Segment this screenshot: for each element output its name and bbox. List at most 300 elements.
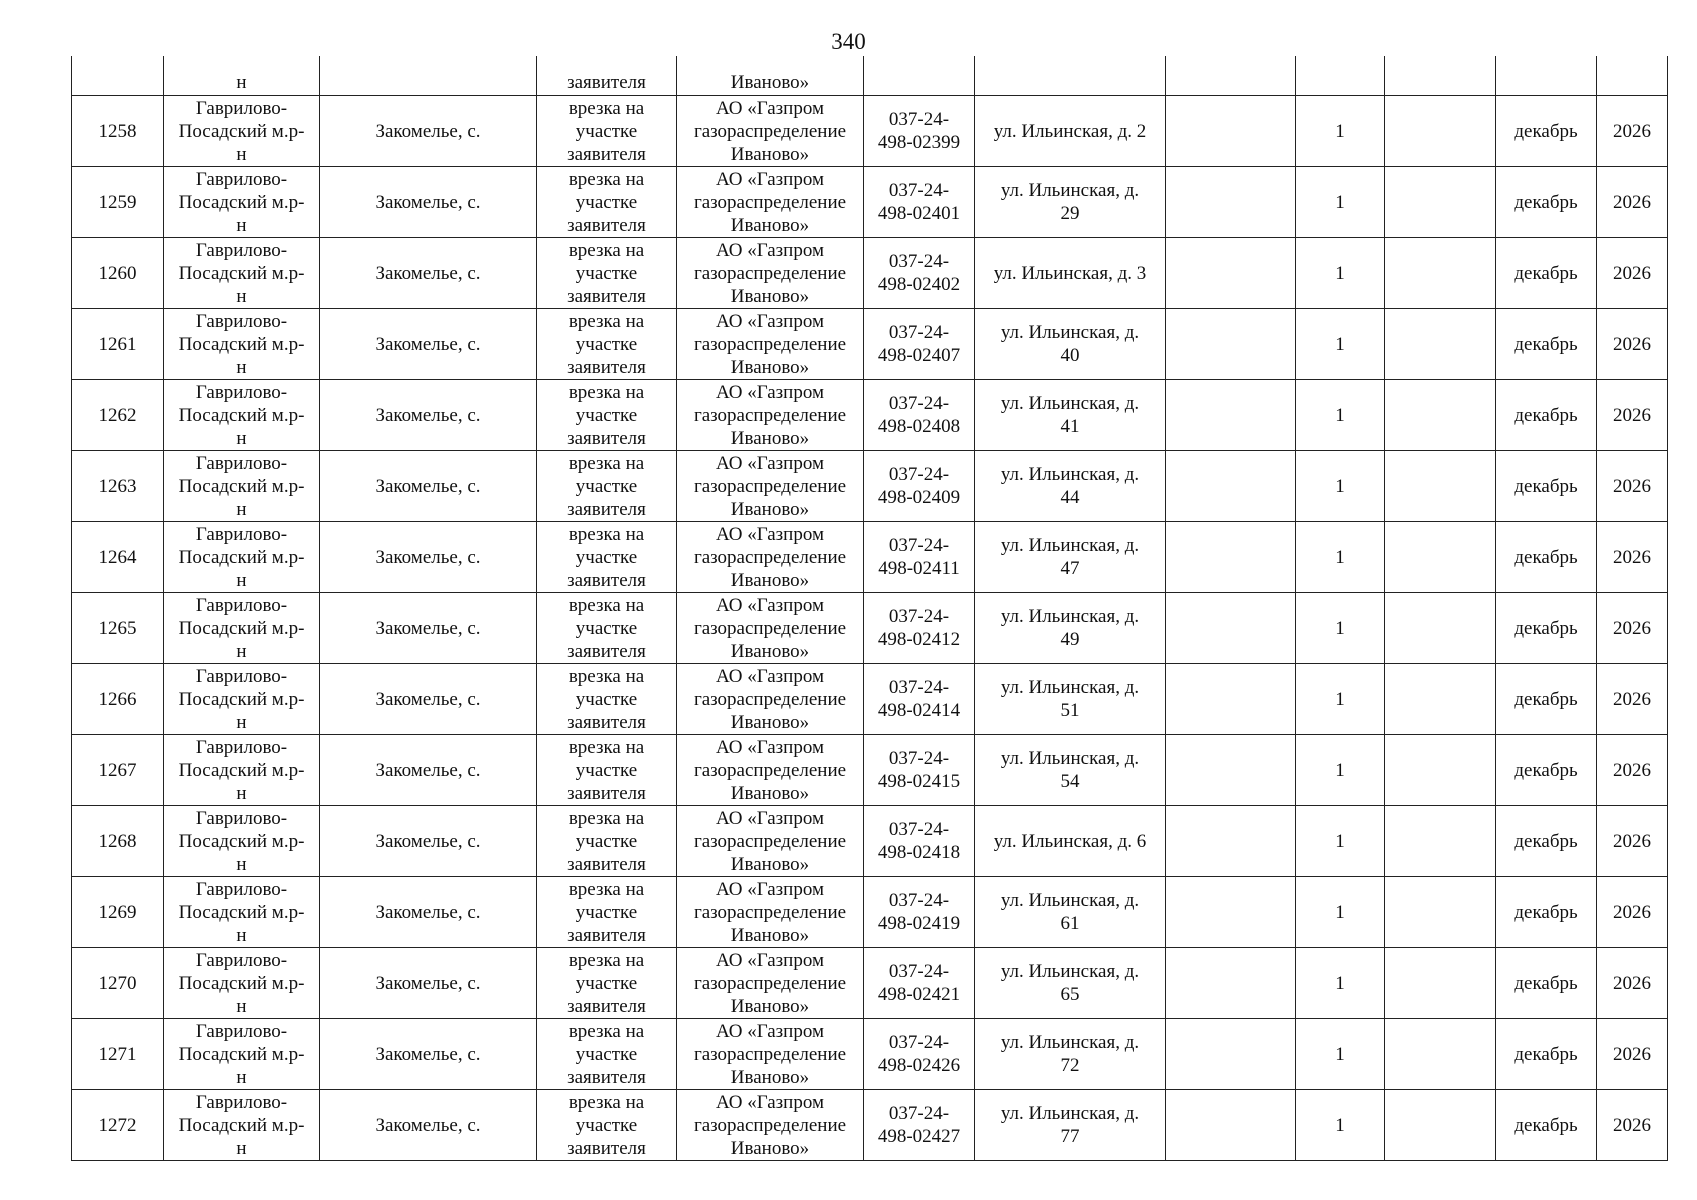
cell-settlement: Закомелье, с. bbox=[320, 877, 537, 948]
cell-line: врезка на bbox=[568, 239, 645, 261]
cell-line: заявителя bbox=[567, 498, 646, 520]
cell-empty bbox=[1166, 664, 1296, 735]
cell-line: 037-24- bbox=[888, 180, 950, 201]
cell-code bbox=[864, 877, 975, 948]
cell-line: 498-02411 bbox=[878, 558, 960, 579]
cell-month: декабрь bbox=[1496, 1019, 1597, 1090]
cell-district bbox=[164, 664, 320, 735]
cell-empty bbox=[1166, 167, 1296, 238]
cell-year bbox=[1597, 56, 1668, 96]
cell-method bbox=[537, 664, 677, 735]
cell-year: 2026 bbox=[1597, 96, 1668, 167]
cell-year: 2026 bbox=[1597, 309, 1668, 380]
cell-line: Гаврилово- bbox=[195, 381, 288, 403]
cell-num: 1269 bbox=[72, 877, 164, 948]
cell-line: участке bbox=[575, 1043, 638, 1065]
cell-month: декабрь bbox=[1496, 806, 1597, 877]
cell-month: декабрь bbox=[1496, 167, 1597, 238]
cell-num: 1260 bbox=[72, 238, 164, 309]
cell-empty bbox=[1385, 96, 1496, 167]
cell-line: газораспределение bbox=[693, 830, 847, 852]
cell-line: ул. Ильинская, д. bbox=[1000, 464, 1140, 485]
cell-empty bbox=[1385, 309, 1496, 380]
cell-line: 498-02409 bbox=[877, 487, 961, 508]
cell-line: Иваново» bbox=[730, 640, 810, 662]
cell-line: н bbox=[236, 640, 247, 662]
cell-line: н bbox=[236, 1137, 247, 1159]
cell-line: 51 bbox=[1060, 700, 1080, 721]
cell-year: 2026 bbox=[1597, 1090, 1668, 1161]
cell-quantity: 1 bbox=[1296, 238, 1385, 309]
cell-line: Иваново» bbox=[730, 498, 810, 520]
cell-line: 72 bbox=[1060, 1055, 1080, 1076]
cell-year: 2026 bbox=[1597, 948, 1668, 1019]
cell-line: 498-02401 bbox=[877, 203, 961, 224]
cell-line: врезка на bbox=[568, 523, 645, 545]
cell-line: газораспределение bbox=[693, 901, 847, 923]
cell-line: 49 bbox=[1060, 629, 1080, 650]
cell-code bbox=[864, 1090, 975, 1161]
cell-method bbox=[537, 380, 677, 451]
cell-empty bbox=[1385, 593, 1496, 664]
page-number: 340 bbox=[831, 29, 866, 54]
cell-line: врезка на bbox=[568, 168, 645, 190]
cell-line: участке bbox=[575, 404, 638, 426]
cell-line: заявителя bbox=[567, 356, 646, 378]
cell-month: декабрь bbox=[1496, 309, 1597, 380]
cell-line: ул. Ильинская, д. bbox=[1000, 393, 1140, 414]
cell-quantity: 1 bbox=[1296, 877, 1385, 948]
cell-line: н bbox=[236, 356, 247, 378]
cell-line: АО «Газпром bbox=[715, 807, 825, 829]
cell-month: декабрь bbox=[1496, 664, 1597, 735]
cell-address bbox=[975, 948, 1166, 1019]
cell-quantity bbox=[1296, 56, 1385, 96]
cell-num: 1267 bbox=[72, 735, 164, 806]
cell-code bbox=[864, 948, 975, 1019]
cell-line: Иваново» bbox=[730, 711, 810, 733]
cell-line: 54 bbox=[1060, 771, 1080, 792]
cell-line: 77 bbox=[1060, 1126, 1080, 1147]
cell-line: Иваново» bbox=[730, 1137, 810, 1159]
cell-line: врезка на bbox=[568, 594, 645, 616]
cell-line: заявителя bbox=[567, 782, 646, 804]
cell-empty bbox=[1385, 238, 1496, 309]
cell-line: н bbox=[236, 427, 247, 449]
cell-line: АО «Газпром bbox=[715, 949, 825, 971]
cell-district bbox=[164, 735, 320, 806]
cell-year: 2026 bbox=[1597, 735, 1668, 806]
cell-line: врезка на bbox=[568, 452, 645, 474]
cell-quantity: 1 bbox=[1296, 380, 1385, 451]
cell-method bbox=[537, 1090, 677, 1161]
cell-line: участке bbox=[575, 972, 638, 994]
cell-empty bbox=[1385, 948, 1496, 1019]
cell-line: Посадский м.р- bbox=[178, 688, 305, 710]
cell-line: АО «Газпром bbox=[715, 1020, 825, 1042]
cell-year: 2026 bbox=[1597, 451, 1668, 522]
cell-code bbox=[864, 238, 975, 309]
cell-organization: Иваново» bbox=[677, 56, 864, 96]
cell-district bbox=[164, 1019, 320, 1090]
cell-district bbox=[164, 948, 320, 1019]
cell-quantity: 1 bbox=[1296, 806, 1385, 877]
cell-code bbox=[864, 451, 975, 522]
cell-district bbox=[164, 238, 320, 309]
cell-num: 1265 bbox=[72, 593, 164, 664]
cell-organization bbox=[677, 167, 864, 238]
cell-line: Иваново» bbox=[730, 924, 810, 946]
cell-code bbox=[864, 167, 975, 238]
cell-line: заявителя bbox=[567, 143, 646, 165]
cell-month: декабрь bbox=[1496, 451, 1597, 522]
cell-line: врезка на bbox=[568, 736, 645, 758]
cell-quantity: 1 bbox=[1296, 96, 1385, 167]
cell-district bbox=[164, 877, 320, 948]
cell-line: 61 bbox=[1060, 913, 1080, 934]
cell-line: 037-24- bbox=[888, 322, 950, 343]
cell-line: 498-02402 bbox=[877, 274, 961, 295]
cell-line: заявителя bbox=[567, 285, 646, 307]
cell-line: врезка на bbox=[568, 665, 645, 687]
cell-method bbox=[537, 735, 677, 806]
cell-line: 498-02399 bbox=[877, 132, 961, 153]
cell-empty bbox=[1166, 806, 1296, 877]
cell-address bbox=[975, 593, 1166, 664]
cell-quantity: 1 bbox=[1296, 167, 1385, 238]
cell-line: газораспределение bbox=[693, 972, 847, 994]
cell-line: н bbox=[236, 143, 247, 165]
cell-line: заявителя bbox=[567, 711, 646, 733]
cell-line: ул. Ильинская, д. bbox=[1000, 180, 1140, 201]
cell-line: газораспределение bbox=[693, 404, 847, 426]
cell-line: Посадский м.р- bbox=[178, 1114, 305, 1136]
cell-empty bbox=[1166, 522, 1296, 593]
cell-district bbox=[164, 1090, 320, 1161]
cell-quantity: 1 bbox=[1296, 664, 1385, 735]
cell-settlement: Закомелье, с. bbox=[320, 1090, 537, 1161]
cell-district bbox=[164, 806, 320, 877]
cell-line: участке bbox=[575, 333, 638, 355]
cell-num: 1271 bbox=[72, 1019, 164, 1090]
cell-line: заявителя bbox=[567, 853, 646, 875]
cell-line: н bbox=[236, 498, 247, 520]
cell-address bbox=[975, 238, 1166, 309]
cell-line: Посадский м.р- bbox=[178, 901, 305, 923]
cell-method bbox=[537, 238, 677, 309]
cell-line: заявителя bbox=[567, 1066, 646, 1088]
cell-line: АО «Газпром bbox=[715, 878, 825, 900]
cell-line: 498-02414 bbox=[877, 700, 961, 721]
cell-line: Посадский м.р- bbox=[178, 972, 305, 994]
cell-line: 037-24- bbox=[888, 464, 950, 485]
cell-line: ул. Ильинская, д. bbox=[1000, 961, 1140, 982]
cell-district bbox=[164, 451, 320, 522]
cell-address bbox=[975, 1019, 1166, 1090]
cell-quantity: 1 bbox=[1296, 451, 1385, 522]
cell-quantity: 1 bbox=[1296, 948, 1385, 1019]
cell-line: Гаврилово- bbox=[195, 736, 288, 758]
table-row bbox=[72, 877, 1668, 948]
cell-line: Гаврилово- bbox=[195, 949, 288, 971]
cell-code bbox=[864, 593, 975, 664]
cell-line: ул. Ильинская, д. 2 bbox=[993, 120, 1147, 142]
cell-address bbox=[975, 522, 1166, 593]
cell-settlement: Закомелье, с. bbox=[320, 167, 537, 238]
cell-line: Посадский м.р- bbox=[178, 262, 305, 284]
cell-line: Гаврилово- bbox=[195, 310, 288, 332]
cell-district bbox=[164, 309, 320, 380]
cell-address bbox=[975, 96, 1166, 167]
cell-line: АО «Газпром bbox=[715, 665, 825, 687]
cell-line: врезка на bbox=[568, 310, 645, 332]
cell-empty bbox=[1385, 877, 1496, 948]
cell-line: участке bbox=[575, 475, 638, 497]
cell-line: 037-24- bbox=[888, 748, 950, 769]
cell-line: участке bbox=[575, 759, 638, 781]
cell-num: 1258 bbox=[72, 96, 164, 167]
cell-settlement: Закомелье, с. bbox=[320, 380, 537, 451]
cell-line: Посадский м.р- bbox=[178, 759, 305, 781]
cell-year: 2026 bbox=[1597, 380, 1668, 451]
cell-settlement: Закомелье, с. bbox=[320, 593, 537, 664]
cell-line: 498-02415 bbox=[877, 771, 961, 792]
cell-code bbox=[864, 56, 975, 96]
cell-line: Посадский м.р- bbox=[178, 120, 305, 142]
cell-year: 2026 bbox=[1597, 593, 1668, 664]
cell-line: заявителя bbox=[567, 1137, 646, 1159]
cell-line: газораспределение bbox=[693, 475, 847, 497]
table-row bbox=[72, 1090, 1668, 1161]
cell-line: заявителя bbox=[567, 640, 646, 662]
cell-year: 2026 bbox=[1597, 1019, 1668, 1090]
cell-line: Гаврилово- bbox=[195, 452, 288, 474]
cell-code bbox=[864, 96, 975, 167]
cell-line: 498-02426 bbox=[877, 1055, 961, 1076]
cell-line: ул. Ильинская, д. bbox=[1000, 748, 1140, 769]
cell-line: АО «Газпром bbox=[715, 381, 825, 403]
cell-organization bbox=[677, 593, 864, 664]
cell-num: 1268 bbox=[72, 806, 164, 877]
cell-quantity: 1 bbox=[1296, 593, 1385, 664]
cell-empty bbox=[1166, 593, 1296, 664]
cell-line: Иваново» bbox=[730, 427, 810, 449]
cell-num: 1266 bbox=[72, 664, 164, 735]
cell-line: газораспределение bbox=[693, 191, 847, 213]
cell-line: 40 bbox=[1060, 345, 1080, 366]
cell-organization bbox=[677, 96, 864, 167]
cell-line: ул. Ильинская, д. bbox=[1000, 606, 1140, 627]
cell-empty bbox=[1385, 167, 1496, 238]
cell-organization bbox=[677, 664, 864, 735]
cell-code bbox=[864, 806, 975, 877]
cell-organization bbox=[677, 735, 864, 806]
cell-line: ул. Ильинская, д. 3 bbox=[993, 262, 1147, 284]
cell-line: ул. Ильинская, д. 6 bbox=[993, 830, 1147, 852]
cell-organization bbox=[677, 309, 864, 380]
cell-line: газораспределение bbox=[693, 1114, 847, 1136]
table-row bbox=[72, 735, 1668, 806]
cell-empty bbox=[1385, 380, 1496, 451]
cell-line: 037-24- bbox=[888, 819, 950, 840]
cell-line: н bbox=[236, 782, 247, 804]
cell-line: газораспределение bbox=[693, 617, 847, 639]
cell-line: Посадский м.р- bbox=[178, 617, 305, 639]
cell-line: врезка на bbox=[568, 1020, 645, 1042]
cell-line: 498-02421 bbox=[877, 984, 961, 1005]
cell-organization bbox=[677, 522, 864, 593]
cell-line: газораспределение bbox=[693, 262, 847, 284]
cell-line: газораспределение bbox=[693, 759, 847, 781]
cell-settlement: Закомелье, с. bbox=[320, 451, 537, 522]
cell-line: участке bbox=[575, 546, 638, 568]
cell-line: Гаврилово- bbox=[195, 97, 288, 119]
cell-method bbox=[537, 522, 677, 593]
cell-quantity: 1 bbox=[1296, 309, 1385, 380]
cell-line: заявителя bbox=[567, 995, 646, 1017]
cell-empty bbox=[1166, 1090, 1296, 1161]
cell-line: Гаврилово- bbox=[195, 878, 288, 900]
cell-line: заявителя bbox=[567, 427, 646, 449]
cell-quantity: 1 bbox=[1296, 735, 1385, 806]
cell-month: декабрь bbox=[1496, 877, 1597, 948]
cell-year: 2026 bbox=[1597, 664, 1668, 735]
cell-line: 498-02418 bbox=[877, 842, 961, 863]
cell-month: декабрь bbox=[1496, 96, 1597, 167]
cell-line: участке bbox=[575, 617, 638, 639]
cell-line: н bbox=[236, 924, 247, 946]
cell-quantity: 1 bbox=[1296, 1019, 1385, 1090]
cell-line: газораспределение bbox=[693, 1043, 847, 1065]
cell-district bbox=[164, 96, 320, 167]
cell-organization bbox=[677, 238, 864, 309]
cell-num: 1263 bbox=[72, 451, 164, 522]
cell-num: 1259 bbox=[72, 167, 164, 238]
table-row bbox=[72, 522, 1668, 593]
cell-line: 44 bbox=[1060, 487, 1080, 508]
cell-line: 498-02419 bbox=[877, 913, 961, 934]
cell-method bbox=[537, 1019, 677, 1090]
cell-month: декабрь bbox=[1496, 1090, 1597, 1161]
cell-line: 037-24- bbox=[888, 251, 950, 272]
cell-line: Гаврилово- bbox=[195, 665, 288, 687]
cell-line: газораспределение bbox=[693, 120, 847, 142]
cell-code bbox=[864, 735, 975, 806]
cell-line: Иваново» bbox=[730, 1066, 810, 1088]
table-row bbox=[72, 806, 1668, 877]
cell-method bbox=[537, 877, 677, 948]
cell-month: декабрь bbox=[1496, 735, 1597, 806]
cell-method bbox=[537, 96, 677, 167]
cell-line: 498-02412 bbox=[877, 629, 961, 650]
table-row bbox=[72, 593, 1668, 664]
cell-line: н bbox=[236, 285, 247, 307]
cell-address bbox=[975, 167, 1166, 238]
cell-line: АО «Газпром bbox=[715, 523, 825, 545]
cell-line: ул. Ильинская, д. bbox=[1000, 535, 1140, 556]
cell-year: 2026 bbox=[1597, 877, 1668, 948]
cell-line: 037-24- bbox=[888, 535, 950, 556]
cell-line: АО «Газпром bbox=[715, 168, 825, 190]
cell-code bbox=[864, 664, 975, 735]
cell-line: ул. Ильинская, д. bbox=[1000, 890, 1140, 911]
table-row bbox=[72, 948, 1668, 1019]
cell-line: Посадский м.р- bbox=[178, 191, 305, 213]
cell-line: врезка на bbox=[568, 807, 645, 829]
cell-empty bbox=[1385, 735, 1496, 806]
cell-district bbox=[164, 593, 320, 664]
cell-line: врезка на bbox=[568, 381, 645, 403]
cell-line: 498-02408 bbox=[877, 416, 961, 437]
cell-empty bbox=[1166, 877, 1296, 948]
cell-line: АО «Газпром bbox=[715, 1091, 825, 1113]
cell-empty bbox=[1166, 56, 1296, 96]
cell-month: декабрь bbox=[1496, 948, 1597, 1019]
cell-address bbox=[975, 735, 1166, 806]
cell-organization bbox=[677, 806, 864, 877]
cell-settlement: Закомелье, с. bbox=[320, 522, 537, 593]
cell-line: АО «Газпром bbox=[715, 736, 825, 758]
cell-line: Посадский м.р- bbox=[178, 1043, 305, 1065]
cell-line: газораспределение bbox=[693, 546, 847, 568]
cell-line: врезка на bbox=[568, 878, 645, 900]
cell-num: 1264 bbox=[72, 522, 164, 593]
cell-line: Гаврилово- bbox=[195, 523, 288, 545]
table-row bbox=[72, 664, 1668, 735]
cell-line: 037-24- bbox=[888, 109, 950, 130]
cell-address bbox=[975, 664, 1166, 735]
cell-num: 1262 bbox=[72, 380, 164, 451]
cell-year: 2026 bbox=[1597, 522, 1668, 593]
cell-line: 037-24- bbox=[888, 1103, 950, 1124]
cell-line: Иваново» bbox=[730, 782, 810, 804]
cell-address bbox=[975, 309, 1166, 380]
cell-line: газораспределение bbox=[693, 333, 847, 355]
cell-line: 498-02407 bbox=[877, 345, 961, 366]
cell-line: 037-24- bbox=[888, 677, 950, 698]
cell-organization bbox=[677, 1090, 864, 1161]
cell-settlement: Закомелье, с. bbox=[320, 1019, 537, 1090]
cell-empty bbox=[1385, 451, 1496, 522]
cell-address bbox=[975, 451, 1166, 522]
cell-line: заявителя bbox=[567, 569, 646, 591]
cell-line: АО «Газпром bbox=[715, 452, 825, 474]
cell-settlement: Закомелье, с. bbox=[320, 309, 537, 380]
cell-line: н bbox=[236, 1066, 247, 1088]
cell-line: 29 bbox=[1060, 203, 1080, 224]
cell-line: участке bbox=[575, 830, 638, 852]
cell-line: участке bbox=[575, 120, 638, 142]
cell-empty bbox=[1166, 380, 1296, 451]
cell-line: Посадский м.р- bbox=[178, 546, 305, 568]
cell-year: 2026 bbox=[1597, 238, 1668, 309]
cell-empty bbox=[1166, 451, 1296, 522]
cell-line: Гаврилово- bbox=[195, 594, 288, 616]
cell-address bbox=[975, 1090, 1166, 1161]
cell-method bbox=[537, 309, 677, 380]
cell-settlement: Закомелье, с. bbox=[320, 948, 537, 1019]
cell-settlement: Закомелье, с. bbox=[320, 735, 537, 806]
cell-month: декабрь bbox=[1496, 238, 1597, 309]
table-row bbox=[72, 167, 1668, 238]
cell-empty bbox=[1385, 1090, 1496, 1161]
cell-line: заявителя bbox=[567, 214, 646, 236]
cell-line: ул. Ильинская, д. bbox=[1000, 322, 1140, 343]
cell-month: декабрь bbox=[1496, 522, 1597, 593]
cell-district bbox=[164, 167, 320, 238]
table-row bbox=[72, 380, 1668, 451]
cell-line: Посадский м.р- bbox=[178, 333, 305, 355]
